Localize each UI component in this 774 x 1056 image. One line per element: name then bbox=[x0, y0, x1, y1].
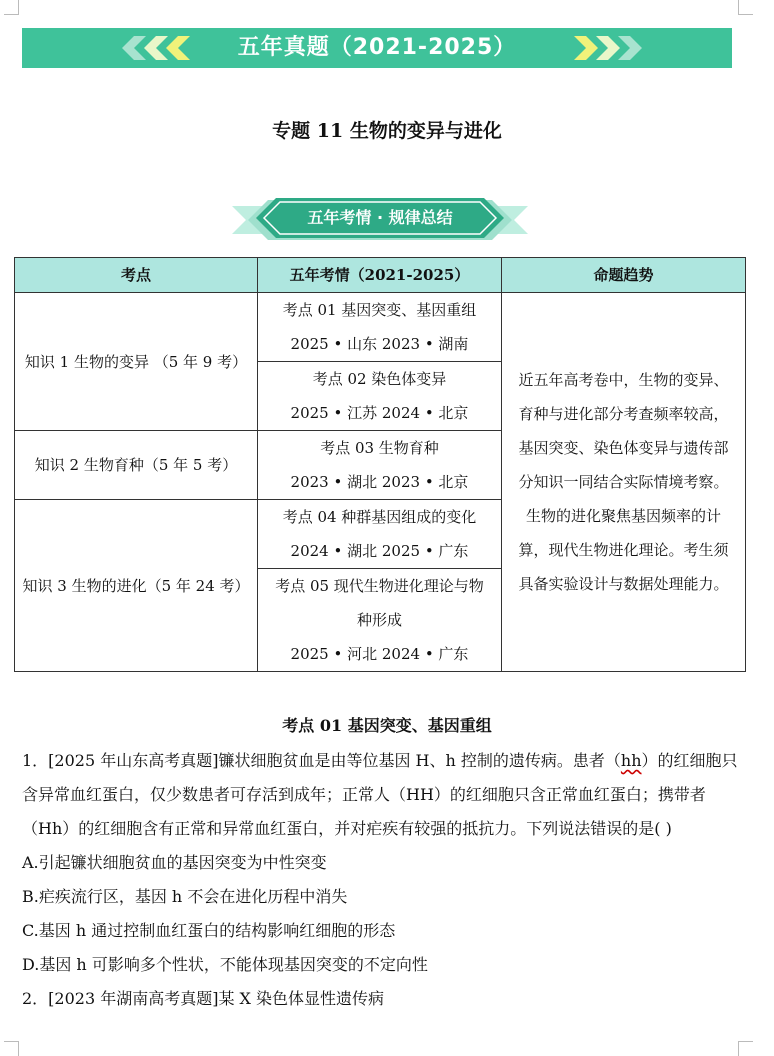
point-cell bbox=[258, 362, 502, 431]
point-years: 2024 • 湖北 2025 • 广东 bbox=[290, 542, 469, 560]
knowledge-cell: 知识 2 生物育种（5 年 5 考） bbox=[15, 431, 258, 500]
column-header: 五年考情（2021-2025） bbox=[258, 258, 502, 293]
point-name: 考点 04 种群基因组成的变化 bbox=[282, 508, 477, 526]
option-c: C.基因 h 通过控制血红蛋白的结构影响红细胞的形态 bbox=[22, 921, 396, 940]
table-header-row bbox=[15, 258, 746, 293]
point-years: 2025 • 江苏 2024 • 北京 bbox=[290, 404, 469, 422]
column-header: 命题趋势 bbox=[502, 258, 746, 293]
point-name: 考点 05 现代生物进化理论与物种形成 bbox=[275, 577, 484, 629]
question-stem bbox=[22, 744, 744, 846]
crop-mark-top-right bbox=[738, 0, 753, 15]
point-years: 2023 • 湖北 2023 • 北京 bbox=[290, 473, 469, 491]
point-cell bbox=[258, 293, 502, 362]
badge-title: 五年考情 · 规律总结 bbox=[307, 208, 453, 227]
point-years: 2025 • 河北 2024 • 广东 bbox=[290, 645, 469, 663]
header-banner bbox=[22, 28, 732, 68]
exam-summary-table bbox=[14, 257, 746, 672]
question-stem: 2．[2023 年湖南高考真题]某 X 染色体显性遗传病 bbox=[22, 989, 385, 1008]
knowledge-cell: 知识 1 生物的变异 （5 年 9 考） bbox=[15, 293, 258, 431]
question-stem-part: ）的红细胞只含异常血红蛋白，仅少数患者可存活到成年；正常人（HH）的红细胞只含正常血红蛋白；携带者（Hh）的红细胞含有正常和异常血红蛋白，并对疟疾有较强的抵抗力。下列说法错误的是( ) bbox=[22, 751, 738, 838]
question-stem-part: 1．[2025 年山东高考真题]镰状细胞贫血是由等位基因 H、h 控制的遗传病。患者（ bbox=[22, 751, 621, 770]
option-b: B.疟疾流行区，基因 h 不会在进化历程中消失 bbox=[22, 887, 348, 906]
point-cell bbox=[258, 569, 502, 672]
crop-mark-bottom-left bbox=[4, 1041, 19, 1056]
summary-badge bbox=[232, 196, 528, 244]
option-d: D.基因 h 可影响多个性状，不能体现基因突变的不定向性 bbox=[22, 955, 428, 974]
subject-title: 专题 11 生物的变异与进化 bbox=[272, 120, 502, 142]
point-cell bbox=[258, 500, 502, 569]
right-chevrons-icon bbox=[562, 36, 652, 60]
trend-cell: 近五年高考卷中，生物的变异、育种与进化部分考查频率较高，基因突变、染色体变异与遗传部分知识一同结合实际情境考察。生物的进化聚焦基因频率的计算，现代生物进化理论。考生须具备实验设计与数据处理能力。 bbox=[502, 293, 746, 672]
point-years: 2025 • 山东 2023 • 湖南 bbox=[290, 335, 469, 353]
option-a: A.引起镰状细胞贫血的基因突变为中性突变 bbox=[22, 853, 327, 872]
question-list bbox=[22, 744, 744, 1016]
knowledge-cell: 知识 3 生物的进化（5 年 24 考） bbox=[15, 500, 258, 672]
point-cell bbox=[258, 431, 502, 500]
point-name: 考点 02 染色体变异 bbox=[312, 370, 447, 388]
table-row bbox=[15, 293, 746, 362]
knowledge-point-heading: 考点 01 基因突变、基因重组 bbox=[282, 716, 492, 735]
crop-mark-bottom-right bbox=[738, 1041, 753, 1056]
genotype-hh: hh bbox=[620, 751, 642, 770]
banner-title: 五年真题（2021-2025） bbox=[237, 35, 517, 60]
column-header: 考点 bbox=[15, 258, 258, 293]
point-name: 考点 03 生物育种 bbox=[320, 439, 439, 457]
point-name: 考点 01 基因突变、基因重组 bbox=[282, 301, 477, 319]
crop-mark-top-left bbox=[4, 0, 19, 15]
